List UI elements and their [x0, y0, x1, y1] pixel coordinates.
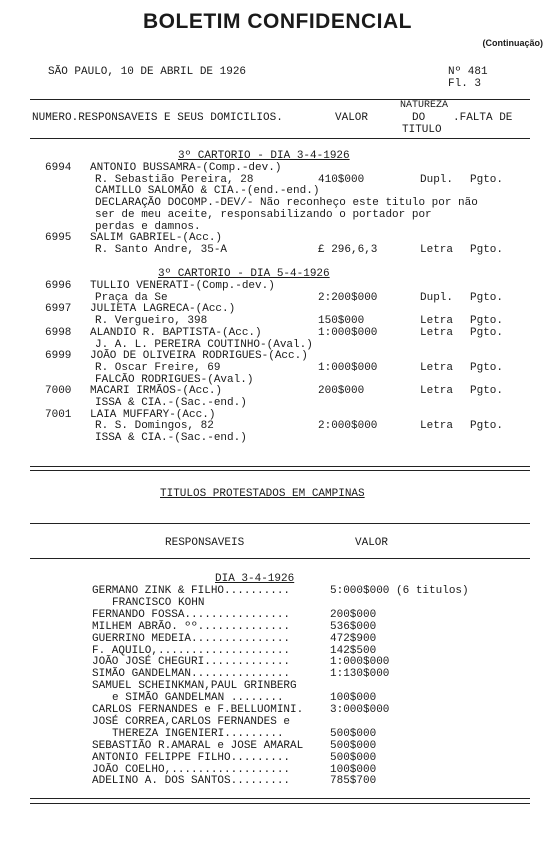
- entry-number: 7000: [45, 385, 72, 398]
- campinas-name: SEBASTIÃO R.AMARAL e JOSE AMARAL: [92, 739, 304, 752]
- campinas-name: CARLOS FERNANDES e F.BELLUOMINI.: [92, 704, 304, 716]
- entry-text: ALANDIO R. BAPTISTA-(Acc.): [90, 326, 262, 339]
- entry-text: SALIM GABRIEL-(Acc.): [90, 232, 223, 245]
- entry-tipo: Letra: [420, 385, 454, 398]
- campinas-valor: 5:000$000 (6 titulos): [330, 585, 469, 597]
- campinas-name: JOSÉ CORREA,CARLOS FERNANDES e: [92, 715, 291, 728]
- entry-valor: £ 296,6,3: [318, 243, 378, 256]
- entry-text: JOÃO DE OLIVEIRA RODRIGUES-(Acc.): [90, 350, 308, 363]
- campinas-header-rule: [30, 558, 530, 559]
- campinas-valor: 500$000: [330, 751, 377, 764]
- bulletin-number: Nº 481: [448, 66, 488, 78]
- sheet-number: Fl. 3: [448, 78, 482, 90]
- section-end-rule-2: [30, 470, 530, 471]
- entry-text: LAIA MUFFARY-(Acc.): [90, 408, 216, 421]
- campinas-name: FRANCISCO KOHN: [112, 596, 205, 609]
- campinas-valor: 536$000: [330, 620, 377, 633]
- entry-tipo: Dupl.: [420, 291, 454, 304]
- campinas-valor: 1:000$000: [330, 656, 390, 669]
- campinas-date: DIA 3-4-1926: [215, 573, 295, 585]
- col-responsaveis: RESPONSAVEIS: [165, 537, 245, 549]
- entry-falta: Pgto.: [470, 420, 504, 433]
- entry-valor: 2:000$000: [318, 420, 378, 433]
- entry-text: ISSA & CIA.-(Sac.-end.): [95, 432, 247, 445]
- campinas-name: e SIMÃO GANDELMAN ........: [112, 692, 284, 705]
- campinas-name: JOÃO COELHO,..................: [92, 763, 291, 776]
- header-bottom-rule: [30, 138, 530, 139]
- entry-valor: 1:000$000: [318, 361, 378, 374]
- entry-text: DECLARAÇÃO DOCOMP.-DEV/- Não reconheço este titulo por não: [95, 197, 478, 210]
- col-valor-campinas: VALOR: [355, 537, 389, 549]
- place-date: SÃO PAULO, 10 DE ABRIL DE 1926: [48, 66, 247, 78]
- campinas-name: GERMANO ZINK & FILHO..........: [92, 585, 291, 597]
- campinas-valor: 100$000: [330, 692, 377, 705]
- campinas-valor: 100$000: [330, 763, 377, 776]
- campinas-end-rule-1: [30, 798, 530, 799]
- entry-falta: Pgto.: [470, 326, 504, 339]
- entry-valor: 1:000$000: [318, 326, 378, 339]
- entry-number: 6996: [45, 280, 72, 292]
- entry-tipo: Letra: [420, 326, 454, 339]
- entry-number: 6994: [45, 162, 72, 174]
- entry-falta: Pgto.: [470, 361, 504, 374]
- campinas-valor: 3:000$000: [330, 704, 390, 716]
- entry-falta: Pgto.: [470, 385, 504, 398]
- campinas-valor: 200$000: [330, 608, 377, 621]
- campinas-name: GUERRINO MEDEIA...............: [92, 632, 291, 645]
- entry-text: R. Santo Andre, 35-A: [95, 243, 228, 256]
- entry-tipo: Letra: [420, 243, 454, 256]
- campinas-name: SIMÃO GANDELMAN...............: [92, 668, 291, 681]
- entry-number: 6998: [45, 326, 72, 339]
- entry-text: ISSA & CIA.-(Sac.-end.): [95, 397, 247, 409]
- entry-text: J. A. L. PEREIRA COUTINHO-(Aval.): [95, 338, 313, 351]
- entry-number: 6995: [45, 232, 72, 245]
- entry-text: R. Vergueiro, 398: [95, 315, 208, 328]
- campinas-valor: 142$500: [330, 644, 377, 657]
- entry-text: R. Oscar Freire, 69: [95, 361, 221, 374]
- campinas-name: THEREZA INGENIERI.........: [112, 727, 284, 740]
- entry-tipo: Letra: [420, 420, 454, 433]
- entry-text: R. Sebastião Pereira, 28: [95, 173, 254, 186]
- campinas-name: FERNANDO FOSSA................: [92, 608, 291, 621]
- entry-falta: Pgto.: [470, 243, 504, 256]
- entry-falta: Pgto.: [470, 291, 504, 304]
- continuation-label: (Continuação): [482, 38, 543, 48]
- entry-valor: 2:200$000: [318, 291, 378, 304]
- col-natureza-3: TITULO: [402, 124, 442, 136]
- campinas-name: ADELINO A. DOS SANTOS.........: [92, 775, 291, 788]
- entry-valor: 150$000: [318, 315, 365, 328]
- campinas-name: ANTONIO FELIPPE FILHO.........: [92, 751, 291, 764]
- entry-text: ser de meu aceite, responsabilizando o portador por: [95, 208, 432, 221]
- col-falta: .FALTA DE: [453, 112, 513, 124]
- entry-text: Praça da Se: [95, 291, 168, 304]
- entry-text: JULIETA LAGRECA-(Acc.): [90, 303, 236, 316]
- col-natureza-1: NATUREZA: [400, 100, 449, 111]
- entry-text: CAMILLO SALOMÃO & CIA.-(end.-end.): [95, 185, 320, 198]
- section-heading: 3º CARTORIO - DIA 3-4-1926: [178, 150, 350, 162]
- entry-text: FALCÃO RODRIGUES-(Aval.): [95, 373, 254, 386]
- entry-valor: 410$000: [318, 173, 365, 186]
- campinas-valor: 472$900: [330, 632, 377, 645]
- entry-falta: Pgto.: [470, 173, 504, 186]
- entry-number: 6997: [45, 303, 72, 316]
- entry-number: 6999: [45, 350, 72, 363]
- campinas-top-rule: [30, 523, 530, 524]
- section-end-rule-1: [30, 466, 530, 467]
- entry-number: 7001: [45, 408, 72, 421]
- campinas-valor: 500$000: [330, 739, 377, 752]
- section-heading: 3º CARTORIO - DIA 5-4-1926: [158, 268, 330, 280]
- campinas-end-rule-2: [30, 803, 530, 804]
- campinas-valor: 1:130$000: [330, 668, 390, 681]
- campinas-name: SAMUEL SCHEINKMAN,PAUL GRINBERG: [92, 680, 297, 693]
- entry-text: MACARI IRMÃOS-(Acc.): [90, 385, 223, 398]
- campinas-heading: TITULOS PROTESTADOS EM CAMPINAS: [160, 488, 365, 500]
- document-title: BOLETIM CONFIDENCIAL: [143, 10, 412, 33]
- campinas-name: MILHEM ABRÃO. ºº..............: [92, 620, 291, 633]
- campinas-valor: 500$000: [330, 727, 377, 740]
- entry-text: ANTONIO BUSSAMRA-(Comp.-dev.): [90, 162, 282, 174]
- entry-falta: Pgto.: [470, 315, 504, 328]
- entry-tipo: Letra: [420, 361, 454, 374]
- col-valor: VALOR: [335, 112, 369, 124]
- entry-text: TULLIO VENERATI-(Comp.-dev.): [90, 280, 275, 292]
- entry-valor: 200$000: [318, 385, 365, 398]
- entry-text: R. S. Domingos, 82: [95, 420, 214, 433]
- header-top-rule: [30, 99, 530, 100]
- entry-tipo: Letra: [420, 315, 454, 328]
- campinas-name: JOÃO JOSÉ CHEGURI.............: [92, 656, 291, 669]
- col-natureza-2: DO: [412, 112, 426, 124]
- campinas-valor: 785$700: [330, 775, 377, 788]
- entry-tipo: Dupl.: [420, 173, 454, 186]
- campinas-name: F. AQUILO,....................: [92, 644, 291, 657]
- col-header-left: NUMERO.RESPONSAVEIS E SEUS DOMICILIOS.: [32, 112, 283, 124]
- entry-text: perdas e damnos.: [95, 220, 201, 233]
